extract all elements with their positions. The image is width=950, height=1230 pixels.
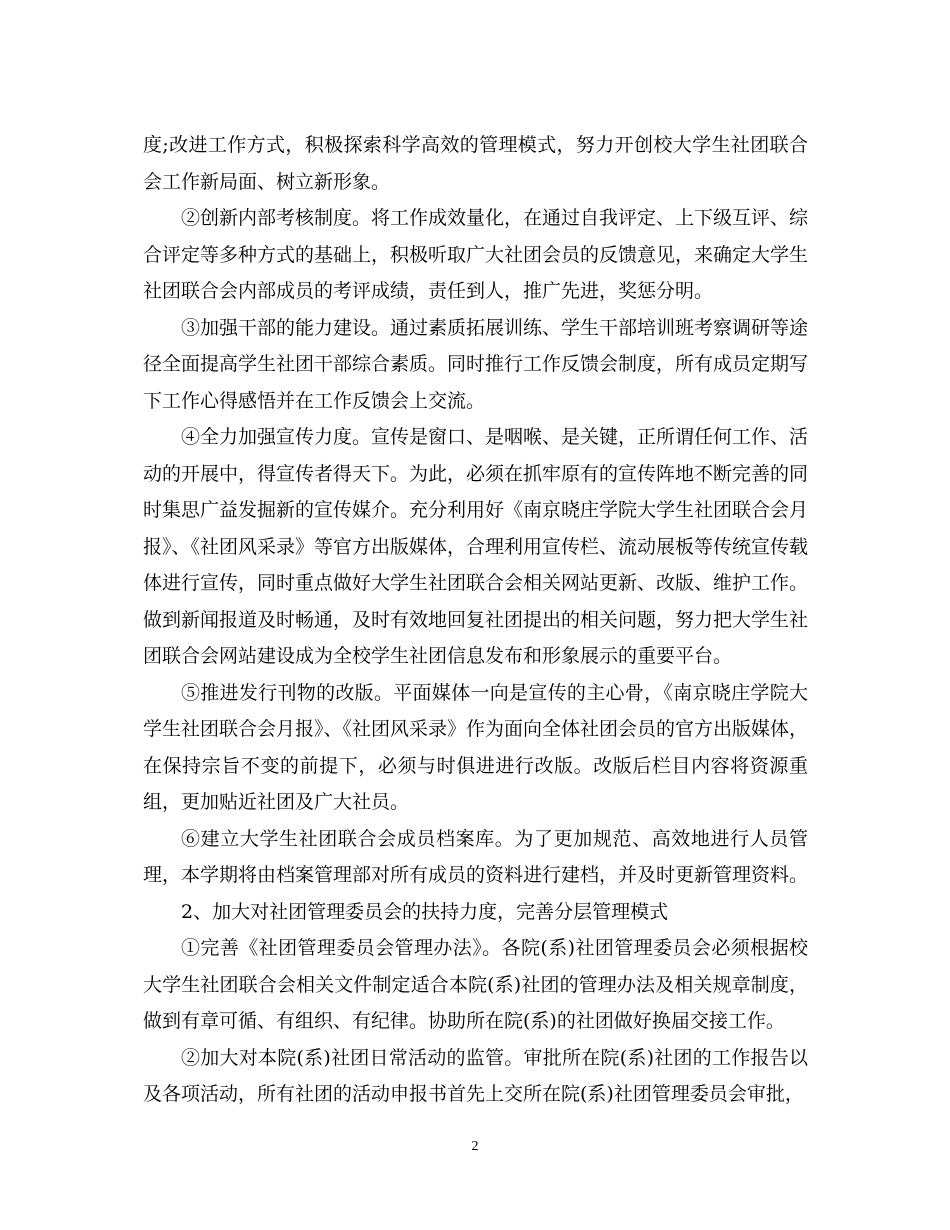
paragraph-publication-revision: ⑤推进发行刊物的改版。平面媒体一向是宣传的主心骨，《南京晓庄学院大学生社团联合会月报》、《社团风采录》作为面向全体社团会员的官方出版媒体，在保持宗旨不变的前提下，必须与时俱进进行改版。改版后栏目内容将资源重组，更加贴近社团及广大社员。 — [143, 681, 809, 813]
paragraph-committee-regulations: ①完善《社团管理委员会管理办法》。各院(系)社团管理委员会必须根据校大学生社团联合会相关文件制定适合本院(系)社团的管理办法及相关规章制度，做到有章可循、有组织、有纪律。协助所在院(系)的社团做好换届交接工作。 — [143, 937, 808, 1032]
paragraph-internal-assessment: ②创新内部考核制度。将工作成效量化，在通过自我评定、上下级互评、综合评定等多种方式的基础上，积极听取广大社团会员的反馈意见，来确定大学生社团联合会内部成员的考评成绩，责任到人，推广先进，奖惩分明。 — [143, 207, 809, 302]
page-number: 2 — [471, 1139, 479, 1154]
paragraph-member-archive: ⑥建立大学生社团联合会成员档案库。为了更加规范、高效地进行人员管理，本学期将由档案管理部对所有成员的资料进行建档，并及时更新管理资料。 — [143, 827, 809, 886]
paragraph-cadre-capacity: ③加强干部的能力建设。通过素质拓展训练、学生干部培训班考察调研等途径全面提高学生社团干部综合素质。同时推行工作反馈会制度，所有成员定期写下工作心得感悟并在工作反馈会上交流。 — [143, 316, 809, 412]
document-body — [143, 127, 808, 1113]
paragraph-activity-supervision: ②加大对本院(系)社团日常活动的监管。审批所在院(系)社团的工作报告以及各项活动，所有社团的活动申报书首先上交所在院(系)社团管理委员会审批， — [143, 1046, 808, 1105]
section-heading-management-committee: 2、加大对社团管理委员会的扶持力度，完善分层管理模式 — [181, 900, 669, 923]
paragraph-publicity: ④全力加强宣传力度。宣传是窗口、是咽喉、是关键，正所谓任何工作、活动的开展中，得宣传者得天下。为此，必须在抓牢原有的宣传阵地不断完善的同时集思广益发掘新的宣传媒介。充分利用好《南京晓庄学院大学生社团联合会月报》、《社团风采录》等官方出版媒体，合理利用宣传栏、流动展板等传统宣传载体进行宣传，同时重点做好大学生社团联合会相关网站更新、改版、维护工作。做到新闻报道及时畅通，及时有效地回复社团提出的相关问题，努力把大学生社团联合会网站建设成为全校学生社团信息发布和形象展示的重要平台。 — [143, 426, 809, 667]
paragraph-continuation: 度;改进工作方式，积极探索科学高效的管理模式，努力开创校大学生社团联合会工作新局面、树立新形象。 — [143, 134, 808, 193]
